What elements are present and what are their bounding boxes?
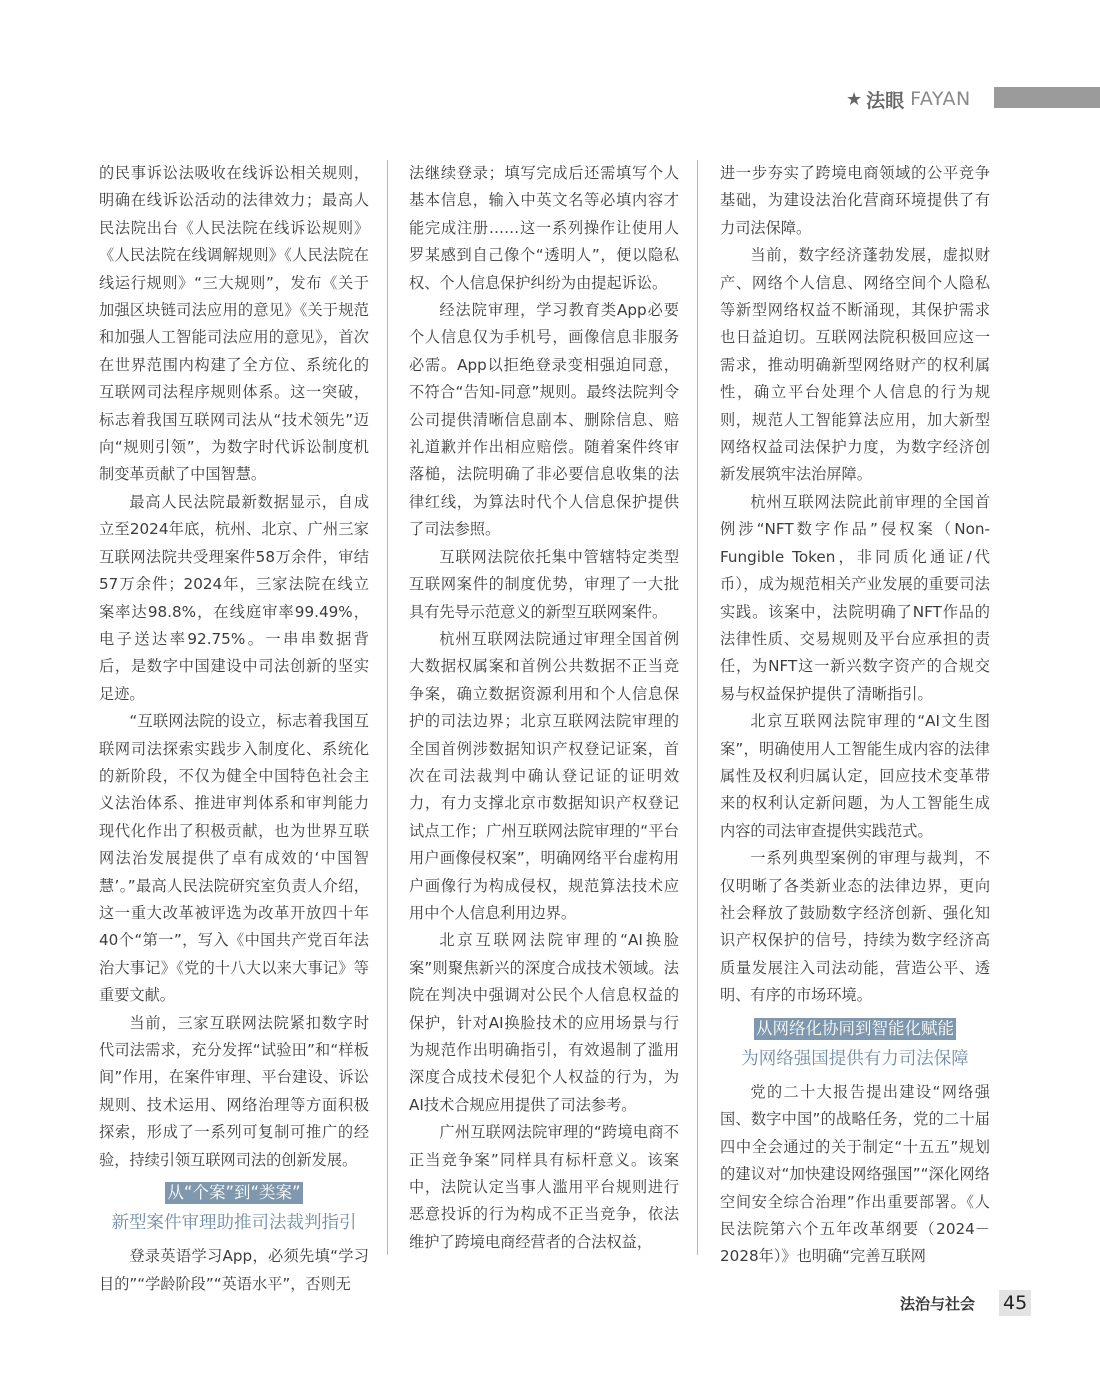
article-column-3 [720,160,990,1271]
paragraph: 互联网法院依托集中管辖特定类型互联网案件的制度优势，审理了一大批具有先导示范意义的新型互联网案件。 [409,547,679,621]
article-column-2 [409,160,679,1256]
article-column-1 [99,160,369,1298]
section-heading-title: 从网络化协同到智能化赋能 [756,1018,954,1038]
section-header [846,86,971,112]
magazine-name: 法治与社会 [900,1294,976,1313]
star-icon: ★ [846,88,863,110]
paragraph: 的民事诉讼法吸收在线诉讼相关规则，明确在线诉讼活动的法律效力；最高人民法院出台《人民法院在线诉讼规则》《人民法院在线调解规则》《人民法院在线运行规则》“三大规则”，发布《关于加强区块链司法应用的意见》《关于规范和加强人工智能司法应用的意见》，首次在世界范围内构建了全方位、系统化的互联网司法程序规则体系。这一突破，标志着我国互联网司法从“技术领先”迈向“规则引领”，为数字时代诉讼制度机制变革贡献了中国智慧。 [99,164,369,484]
paragraph: 一系列典型案例的审理与裁判，不仅明晰了各类新业态的法律边界，更向社会释放了鼓励数字经济创新、强化知识产权保护的信号，持续为数字经济高质量发展注入司法动能，营造公平、透明、有序的市场环境。 [720,849,990,1005]
paragraph: 北京互联网法院审理的“AI文生图案”，明确使用人工智能生成内容的法律属性及权利归属认定，回应技术变革带来的权利认定新问题，为人工智能生成内容的司法审查提供实践范式。 [720,712,990,840]
section-heading-subtitle: 新型案件审理助推司法裁判指引 [111,1213,357,1234]
paragraph: 党的二十大报告提出建设“网络强国、数字中国”的战略任务，党的二十届四中全会通过的关于制定“十五五”规划的建议对“加快建设网络强国”“深化网络空间安全综合治理”作出重要部署。《人民法院第六个五年改革纲要（2024－2028年）》也明确“完善互联网 [720,1083,990,1266]
section-title-cn: 法眼 [866,89,905,112]
paragraph: “互联网法院的设立，标志着我国互联网司法探索实践步入制度化、系统化的新阶段，不仅为健全中国特色社会主义法治体系、推进审判体系和审判能力现代化作出了积极贡献，也为世界互联网法治发展提供了卓有成效的‘中国智慧’。”最高人民法院研究室负责人介绍，这一重大改革被评选为改革开放四十年40个“第一”，写入《中国共产党百年法治大事记》《党的十八大以来大事记》等重要文献。 [99,712,369,1005]
paragraph: 进一步夯实了跨境电商领域的公平竞争基础，为建设法治化营商环境提供了有力司法保障。 [720,164,990,237]
column-divider [387,160,388,1255]
column-divider [697,160,698,1255]
paragraph: 当前，数字经济蓬勃发展，虚拟财产、网络个人信息、网络空间个人隐私等新型网络权益不断涌现，其保护需求也日益迫切。互联网法院积极回应这一需求，推动明确新型网络财产的权利属性，确立平台处理个人信息的行为规则，规范人工智能算法应用，加大新型网络权益司法保护力度，为数字经济创新发展筑牢法治屏障。 [720,246,990,484]
header-bar [994,87,1100,108]
paragraph: 北京互联网法院审理的“AI换脸案”则聚焦新兴的深度合成技术领域。法院在判决中强调对公民个人信息权益的保护，针对AI换脸技术的应用场景与行为规范作出明确指引，有效遏制了滥用深度合成技术侵犯个人权益的行为，为AI技术合规应用提供了司法参考。 [409,931,679,1114]
paragraph: 杭州互联网法院此前审理的全国首例涉“NFT数字作品”侵权案（Non-Fungible Token，非同质化通证/代币），成为规范相关产业发展的重要司法实践。该案中，法院明确了NFT作品的法律性质、交易规则及平台应承担的责任，为NFT这一新兴数字资产的合规交易与权益保护提供了清晰指引。 [720,492,990,703]
paragraph: 法继续登录；填写完成后还需填写个人基本信息，输入中英文名等必填内容才能完成注册……这一系列操作让使用人罗某感到自己像个“透明人”，便以隐私权、个人信息保护纠纷为由提起诉讼。 [409,164,679,292]
paragraph: 经法院审理，学习教育类App必要个人信息仅为手机号，画像信息非服务必需。App以拒绝登录变相强迫同意，不符合“告知-同意”规则。最终法院判令公司提供清晰信息副本、删除信息、赔礼道歉并作出相应赔偿。随着案件终审落槌，法院明确了非必要信息收集的法律红线，为算法时代个人信息保护提供了司法参照。 [409,301,679,539]
section-heading-title: 从“个案”到“类案” [167,1183,301,1203]
paragraph: 登录英语学习App，必须先填“学习目的”“学龄阶段”“英语水平”，否则无 [99,1247,369,1293]
section-heading [99,1180,369,1239]
page-footer [900,1290,1031,1316]
paragraph: 最高人民法院最新数据显示，自成立至2024年底，杭州、北京、广州三家互联网法院共受理案件58万余件，审结57万余件；2024年，三家法院在线立案率达98.8%，在线庭审率99.49%，电子送达率92.75%。一串串数据背后，是数字中国建设中司法创新的坚实足迹。 [99,492,369,703]
paragraph: 杭州互联网法院通过审理全国首例大数据权属案和首例公共数据不正当竞争案，确立数据资源利用和个人信息保护的司法边界；北京互联网法院审理的全国首例涉数据知识产权登记证案，首次在司法裁判中确认登记证的证明效力，有力支撑北京市数据知识产权登记试点工作；广州互联网法院审理的“平台用户画像侵权案”，明确网络平台虚构用户画像行为构成侵权，规范算法技术应用中个人信息利用边界。 [409,629,679,922]
section-heading-subtitle: 为网络强国提供有力司法保障 [741,1049,969,1069]
section-title-en: FAYAN [910,88,971,110]
section-heading [720,1016,990,1075]
paragraph: 当前，三家互联网法院紧扣数字时代司法需求，充分发挥“试验田”和“样板间”作用，在案件审理、平台建设、诉讼规则、技术运用、网络治理等方面积极探索，形成了一系列可复制可推广的经验，持续引领互联网司法的创新发展。 [99,1013,369,1169]
paragraph: 广州互联网法院审理的“跨境电商不正当竞争案”同样具有标杆意义。该案中，法院认定当事人滥用平台规则进行恶意投诉的行为构成不正当竞争，依法维护了跨境电商经营者的合法权益， [409,1123,679,1251]
page-number: 45 [999,1290,1031,1316]
